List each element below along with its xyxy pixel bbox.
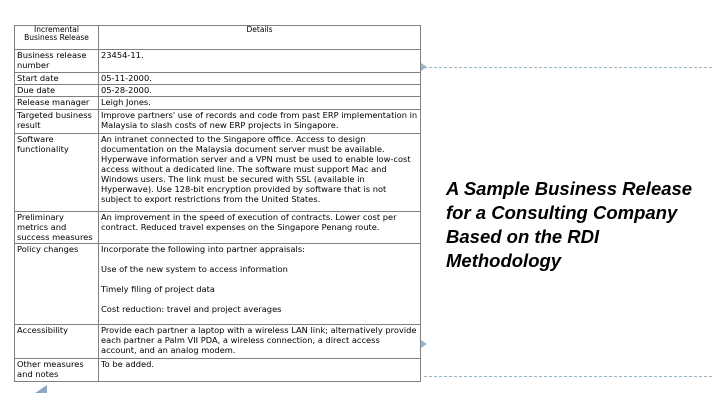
table-header-row bbox=[15, 26, 421, 50]
row-value: An intranet connected to the Singapore office. Access to design documentation on the Malaysia document server must be available. Hyperwave information server and a VPN must be used to enable low-cost access without a dedicated line. The software must support Mac and Windows users. The link must be secured with SSL (available in Hyperwave). Use 128-bit encryption provided by software that is not subject to export restrictions from the United States. bbox=[99, 134, 421, 212]
row-label: Targeted business result bbox=[15, 109, 99, 133]
triangle-marker-icon bbox=[421, 340, 427, 348]
policy-line: Cost reduction: travel and project averages bbox=[101, 304, 282, 315]
release-table bbox=[14, 25, 421, 382]
triangle-marker-icon bbox=[421, 63, 427, 71]
divider-top bbox=[424, 67, 712, 68]
row-value: Leigh Jones. bbox=[99, 97, 421, 109]
row-label: Software functionality bbox=[15, 134, 99, 212]
policy-line: Timely filing of project data bbox=[101, 284, 215, 295]
row-value: Provide each partner a laptop with a wireless LAN link; alternatively provide each partner a Palm VII PDA, a wireless connection, a direct access account, and an analog modem. bbox=[99, 324, 421, 359]
row-value: Improve partners' use of records and code from past ERP implementation in Malaysia to slash costs of new ERP projects in Singapore. bbox=[99, 109, 421, 133]
row-label: Start date bbox=[15, 72, 99, 84]
row-label: Release manager bbox=[15, 97, 99, 109]
row-label: Business release number bbox=[15, 50, 99, 72]
divider-bottom bbox=[424, 376, 712, 377]
table-row bbox=[15, 324, 421, 359]
policy-line: Incorporate the following into partner appraisals: bbox=[101, 244, 305, 255]
row-label: Other measures and notes bbox=[15, 359, 99, 382]
policy-line: Use of the new system to access information bbox=[101, 264, 288, 275]
row-label: Accessibility bbox=[15, 324, 99, 359]
table-row bbox=[15, 134, 421, 212]
row-value: 05-11-2000. bbox=[99, 72, 421, 84]
row-value bbox=[99, 244, 421, 325]
row-label: Policy changes bbox=[15, 244, 99, 325]
header-details: Details bbox=[99, 26, 421, 50]
table-row bbox=[15, 85, 421, 97]
table-row bbox=[15, 244, 421, 325]
row-value: An improvement in the speed of execution of contracts. Lower cost per contract. Reduced travel expenses on the Singapore Penang route. bbox=[99, 211, 421, 244]
row-value: 05-28-2000. bbox=[99, 85, 421, 97]
table-row bbox=[15, 72, 421, 84]
row-label: Preliminary metrics and success measures bbox=[15, 211, 99, 244]
row-value: 23454-11. bbox=[99, 50, 421, 72]
table-row bbox=[15, 359, 421, 382]
table-row bbox=[15, 97, 421, 109]
table-row bbox=[15, 211, 421, 244]
row-value: To be added. bbox=[99, 359, 421, 382]
slide-title: A Sample Business Release for a Consulting Company Based on the RDI Methodology bbox=[446, 178, 693, 271]
table-row bbox=[15, 109, 421, 133]
header-release: Incremental Business Release bbox=[15, 26, 99, 50]
row-label: Due date bbox=[15, 85, 99, 97]
slide-corner-marker-icon bbox=[35, 385, 47, 393]
table-row bbox=[15, 50, 421, 72]
